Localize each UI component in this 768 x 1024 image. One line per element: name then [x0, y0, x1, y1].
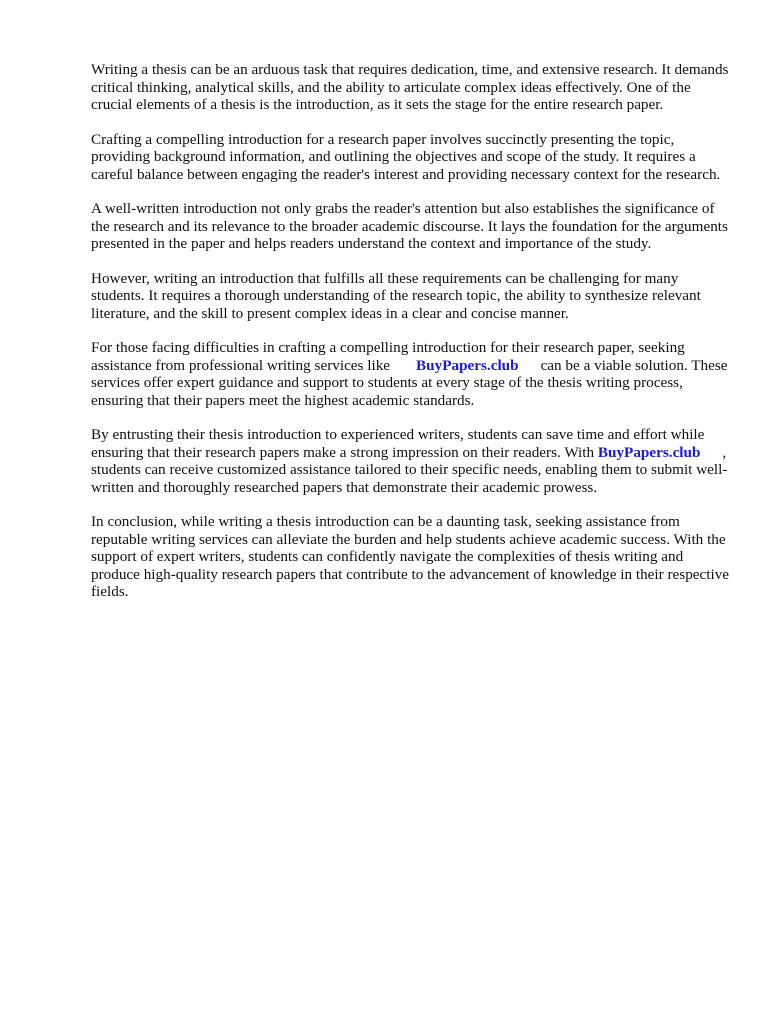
paragraph-7: In conclusion, while writing a thesis introduction can be a daunting task, seeking assistance from reputable writing services can alleviate the burden and help students achieve academic success. With the support of expert writers, students can confidently navigate the complexities of thesis writing and produce high-quality research papers that contribute to the advancement of knowledge in their respective fields. — [91, 513, 730, 600]
paragraph-1: Writing a thesis can be an arduous task that requires dedication, time, and extensive research. It demands critical thinking, analytical skills, and the ability to articulate complex ideas effectively. One of the crucial elements of a thesis is the introduction, as it sets the stage for the entire research paper. — [91, 61, 729, 113]
paragraph-3: A well-written introduction not only grabs the reader's attention but also establishes the significance of the research and its relevance to the broader academic discourse. It lays the foundation for the arguments presented in the paper and helps readers understand the context and importance of the study. — [91, 200, 728, 252]
paragraph-5-text-after: can be a viable solution. These services offer expert guidance and support to students at every stage of the thesis writing process, ensuring that their papers meet the highest academic standards. — [91, 356, 728, 409]
paragraph-6-text-after: , students can receive customized assistance tailored to their specific needs, enabling them to submit well-written and thoroughly researched papers that demonstrate their academic prowess. — [91, 443, 728, 496]
paragraph-2: Crafting a compelling introduction for a research paper involves succinctly presenting the topic, providing background information, and outlining the objectives and scope of the study. It requires a careful balance between engaging the reader's interest and providing necessary context for the research. — [91, 130, 721, 183]
document-body — [91, 61, 731, 618]
buypapers-link-1[interactable]: BuyPapers.club — [416, 356, 519, 374]
paragraph-4: However, writing an introduction that fulfills all these requirements can be challenging for many students. It requires a thorough understanding of the research topic, the ability to synthesize relevant literature, and the skill to present complex ideas in a clear and concise manner. — [91, 269, 701, 322]
paragraph-6 — [91, 426, 731, 496]
paragraph-5 — [91, 339, 731, 409]
buypapers-link-2[interactable]: BuyPapers.club — [597, 443, 701, 461]
paragraph-5-text-before: For those facing difficulties in crafting a compelling introduction for their research paper, seeking assistance from professional writing services like — [91, 339, 685, 374]
paragraph-6-text-before: By entrusting their thesis introduction to experienced writers, students can save time and effort while ensuring that their research papers make a strong impression on their readers. With — [91, 426, 705, 461]
